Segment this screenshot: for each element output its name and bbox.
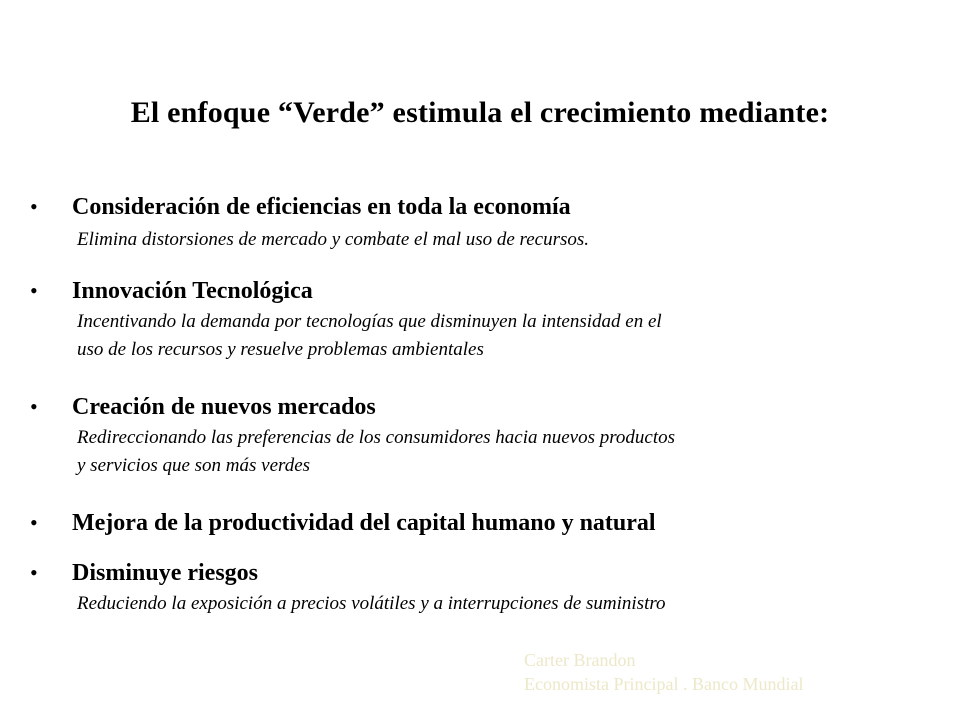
- item-description-line: Reduciendo la exposición a precios volátiles y a interrupciones de suministro: [77, 593, 666, 614]
- item-description: [77, 226, 937, 254]
- item-description-line: Incentivando la demanda por tecnologías que disminuyen la intensidad en el: [77, 311, 662, 332]
- item-heading: Creación de nuevos mercados: [72, 394, 376, 420]
- bullet-icon: •: [30, 194, 38, 219]
- item-heading: Consideración de eficiencias en toda la economía: [72, 194, 571, 220]
- slide-title: El enfoque “Verde” estimula el crecimiento mediante:: [130, 96, 830, 129]
- bullet-icon: •: [30, 394, 38, 419]
- item-description-line: Elimina distorsiones de mercado y combate el mal uso de recursos.: [77, 229, 590, 250]
- item-heading: Disminuye riesgos: [72, 560, 258, 586]
- bullet-icon: •: [30, 278, 38, 303]
- author-credit: [524, 648, 803, 696]
- item-heading: Mejora de la productividad del capital humano y natural: [72, 510, 656, 536]
- item-description-line: Redireccionando las preferencias de los consumidores hacia nuevos productos: [77, 427, 676, 448]
- author-name: Carter Brandon: [524, 650, 636, 670]
- author-role: Economista Principal . Banco Mundial: [524, 674, 804, 694]
- item-description: [77, 424, 937, 480]
- item-description: [77, 590, 937, 618]
- item-description: [77, 308, 937, 364]
- item-description-line: uso de los recursos y resuelve problemas ambientales: [77, 339, 484, 360]
- bullet-icon: •: [30, 560, 38, 585]
- bullet-icon: •: [30, 510, 38, 535]
- item-heading: Innovación Tecnológica: [72, 278, 313, 304]
- item-description-line: y servicios que son más verdes: [77, 455, 311, 476]
